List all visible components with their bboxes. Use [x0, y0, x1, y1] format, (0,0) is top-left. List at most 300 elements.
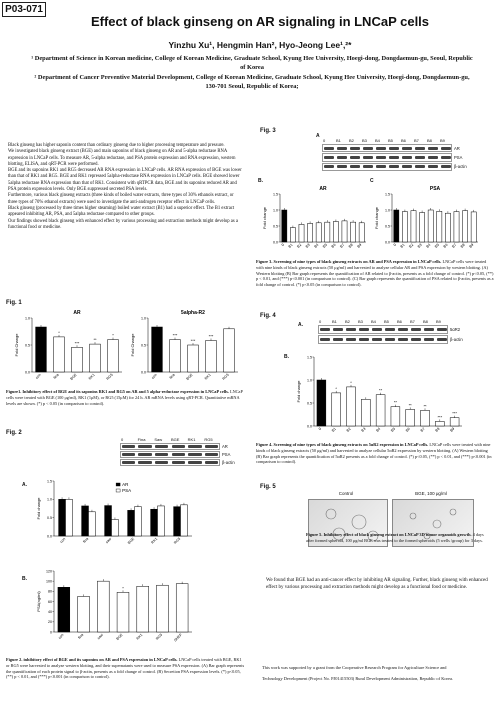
legend-label: AR [122, 482, 129, 487]
fig1-caption-title: Figure1. Inhibitory effect of BGE and its saponins RK1 and RG5 on AR and 5 alpha-reductase expression in LNCaP cells. [6, 389, 229, 394]
blot-band [385, 338, 395, 341]
x-tick-label: B1 [330, 426, 337, 433]
significance-mark: *** [74, 340, 80, 346]
blot-lane-label: Saw [154, 437, 163, 442]
y-axis-label: Fold Change [130, 333, 135, 357]
fig3-panel-b: B. [258, 178, 263, 184]
blot-band [424, 328, 434, 331]
y-tick-label: 1.5 [385, 192, 390, 197]
x-tick-label: 0 [317, 426, 323, 432]
bar [36, 327, 47, 372]
y-tick-label: 40 [48, 609, 52, 614]
y-tick-label: 120 [46, 569, 52, 574]
blot-band [411, 338, 421, 341]
y-tick-label: 0.5 [385, 224, 390, 229]
x-tick-label: B7 [451, 242, 458, 249]
y-tick-label: 0.5 [307, 401, 312, 406]
blot-band [415, 147, 425, 150]
y-axis-label: Fold change [374, 206, 379, 230]
x-tick-label: B8 [459, 242, 466, 249]
fig1-caption-body: LNCaP cells were treated with BGE (100 μg/ml), RK1 (1μM), or RG5 (15μM) for 24 h. AR mRNA levels using qRT-PCR. Quantitative mRNA levels are shown. (*) p < 0.05 (in comparison to control). [6, 389, 243, 406]
conclusion: We found that BGE had an anti-cancer effect by inhibiting AR signaling. Further, black ginseng with enhanced effect by various processing and extraction methods might develop as a functional food or medicine. [266, 578, 488, 590]
bar [406, 409, 415, 426]
blot-band [441, 147, 451, 150]
significance-mark: * [122, 585, 124, 591]
bar [359, 223, 364, 242]
x-tick-label: B5 [322, 242, 329, 249]
blot-band [402, 147, 412, 150]
x-tick-label: fina [77, 632, 85, 640]
poster-title: Effect of black ginseng on AR signaling in LNCaP cells [90, 14, 430, 29]
blot-band [346, 328, 356, 331]
x-tick-label: B2 [296, 242, 303, 249]
x-tick-label: 0 [280, 242, 286, 248]
acknowledgement-line: This work was supported by a grant from the Cooperative Research Program for Agriculture Science and [262, 665, 447, 670]
y-tick-label: 1.5 [273, 192, 278, 197]
fig3-caption-title: Figure 3. Screening of nine types of black ginseng extracts on AR and PSA expression in LNCaP cells. [256, 259, 442, 264]
blot-band [122, 461, 136, 464]
blot-band [398, 338, 408, 341]
blot-band [385, 328, 395, 331]
blot-band [376, 156, 386, 159]
fig4-caption-body: LNCaP cells were treated with nine kinds of black ginseng extracts (50 μg/ml) and harvested to analyze cellular 5αR2 expression by western blotting. (A) Western blotting (B) Bar graph represents the quantification of 5αR2 presents as a fold change of control. (*) p<0.05, (**) p < 0.01, and (***) p<0.001 (in comparison to control). [256, 442, 492, 465]
fig5-label: Fig. 5 [260, 484, 276, 490]
x-tick-label: B4 [375, 426, 382, 433]
bar [224, 329, 235, 372]
blot-band [324, 156, 334, 159]
bar [454, 212, 459, 242]
bar [174, 507, 181, 536]
blot-band [333, 328, 343, 331]
x-tick-label: RG5 [105, 372, 114, 381]
x-tick-label: B3 [304, 242, 311, 249]
y-tick-label: 1.5 [47, 479, 52, 484]
intro-paragraph: Black ginseng has higher saponin content than ordinary ginseng due to higher processing temperature and pressure. [8, 143, 225, 148]
fig4b-chart [296, 352, 466, 440]
blot-band [138, 453, 152, 456]
x-tick-label: RG5 [155, 632, 164, 641]
y-axis-label: Fold change [296, 380, 301, 403]
blot-lane-label: B9 [440, 138, 445, 143]
blot-lane-label: B2 [345, 319, 350, 324]
fig2-caption [6, 657, 246, 680]
x-tick-label: B9 [449, 426, 456, 433]
y-tick-label: 0.0 [141, 370, 146, 375]
x-tick-label: B3 [416, 242, 423, 249]
y-tick-label: 1.0 [25, 316, 30, 321]
fig2-caption-body: LNCaP cells treated with BGE, RK1 or RG5 were harvested to analyze western blotting, and their supernatants were used to measure PSA expression. (A) Bar graph represents the quantification of each protein signal to β-actin, presents as a fold change of control. (B) Secretion PSA expression levels. (*) p<0.05, (**) p < 0.01, and (***) p<0.001 (in comparison to control). [6, 657, 245, 680]
blot-band [324, 147, 334, 150]
fig2-blot [120, 437, 240, 467]
bar [181, 505, 188, 536]
bar [54, 337, 65, 372]
significance-mark: ** [393, 399, 397, 405]
blot-lane-label: 0 [323, 138, 326, 143]
blot-lane-label: B5 [388, 138, 393, 143]
blot-band [138, 461, 152, 464]
bar [137, 586, 149, 632]
x-tick-label: B2 [408, 242, 415, 249]
acknowledgement-line: Technology Development (Project No. PJ01415503) Rural Development Administration, Republic of Korea. [262, 676, 454, 681]
blot-lane-label: B3 [358, 319, 363, 324]
blot-lane-label: B2 [349, 138, 354, 143]
blot-band [389, 156, 399, 159]
significance-mark: *** [190, 338, 196, 343]
blot-band [437, 338, 447, 341]
x-tick-label: B9 [468, 242, 475, 249]
x-tick-label: RG5 [173, 536, 182, 545]
blot-band [424, 338, 434, 341]
blot-lane-label: B8 [423, 319, 428, 324]
bar [428, 210, 433, 242]
blot-band [155, 461, 169, 464]
fig3-panel-c: C [370, 178, 374, 184]
y-tick-label: 20 [48, 620, 52, 625]
y-tick-label: 1.0 [273, 208, 278, 213]
y-tick-label: 0.0 [385, 240, 390, 245]
x-tick-label: B7 [339, 242, 346, 249]
blot-row-label: AR [222, 444, 228, 449]
fig4-panel-a: A. [298, 322, 303, 328]
x-tick-label: RK1 [87, 372, 96, 381]
bar [90, 344, 101, 372]
blot-row-label: PSA [454, 155, 463, 160]
blot-band [437, 328, 447, 331]
blot-lane-label: B6 [401, 138, 406, 143]
blot-band [415, 165, 425, 168]
introduction [8, 143, 244, 231]
y-tick-label: 0 [50, 630, 52, 635]
fig2b-svg [36, 566, 196, 646]
blot-band [346, 338, 356, 341]
fig3-label: Fig. 3 [260, 128, 276, 134]
legend-swatch [116, 489, 120, 492]
fig3b-chart [262, 184, 370, 256]
blot-band [172, 461, 186, 464]
x-tick-label: saw [104, 536, 113, 545]
legend-swatch [116, 483, 120, 486]
chart-title: PSA [429, 186, 441, 192]
blot-row-label: PSA [222, 452, 231, 457]
affiliation-2: ² Department of Cancer Preventive Material Development, College of Korean Medicine, Graduate School, Kyung Hee University, Hoegi-dong, Dongdaemun-gu, 130-701 Seoul, Republic of Korea; [34, 74, 470, 90]
bar [128, 510, 135, 536]
blot-lane-label: B1 [336, 138, 341, 143]
blot-band [398, 328, 408, 331]
y-tick-label: 1.0 [47, 497, 52, 502]
intro-paragraph: BGE and its saponins RK1 and RG5 decreased AR RNA expression in LNCaP cells. AR RNA expression of BGE was lower than that of RK1 and RG5. BGE and RK1 repressed 5alpha-reductase RNA expression in LNCaP cells. BGE showed lower 5alpha reductase RNA expression than that of RK1. Consistent with qRTPCR data, BGE and its saponins reduced AR and PSA protein expression levels. Only BGE suppressed secreted PSA levels. [8, 168, 242, 193]
x-tick-label: B6 [404, 426, 411, 433]
y-tick-label: 1.0 [385, 208, 390, 213]
bar [435, 421, 444, 426]
x-tick-label: B5 [434, 242, 441, 249]
blot-band [428, 147, 438, 150]
blot-band [428, 156, 438, 159]
bar [351, 222, 356, 242]
blot-band [359, 328, 369, 331]
blot-band [402, 165, 412, 168]
bar [325, 222, 330, 242]
x-tick-label: con [34, 372, 42, 380]
bar [394, 210, 399, 242]
bar [332, 393, 341, 426]
affiliation-1: ¹ Department of Science in Korean medicine, College of Korean Medicine, Graduate School, Kyung Hee University, Hoegi-dong, Dongdaemun-gu, Seoul, Republic of Korea [31, 55, 473, 71]
intro-paragraph: Black ginseng (processed by three times higher steaming) boiled water extract (B1) had a superior effect. The B1 extract appeared inhibiting AR, PSA, and 5alpha reductase compared to other groups. [8, 205, 235, 218]
blot-band [350, 147, 360, 150]
blot-band [441, 165, 451, 168]
fig5-caption-title: Figure 5. Inhibitory effect of black ginseng extract on LNCaP 3D tumor organoids growth. [306, 532, 472, 537]
fig4-blot [318, 319, 468, 345]
significance-mark: * [335, 385, 337, 391]
fig5-caption [306, 532, 492, 544]
significance-mark: ** [379, 387, 383, 393]
bar [170, 340, 181, 372]
blot-band [172, 445, 186, 448]
bar [135, 507, 142, 536]
blot-row-label: β-actin [222, 460, 235, 465]
blot-band [320, 338, 330, 341]
blot-lane-label: B5 [384, 319, 389, 324]
bar [108, 340, 119, 372]
blot-band [350, 165, 360, 168]
x-tick-label: fina [52, 372, 60, 380]
bar [152, 327, 163, 372]
blot-band [372, 338, 382, 341]
blot-band [359, 338, 369, 341]
blot-band [205, 453, 219, 456]
blot-band [350, 156, 360, 159]
bar [299, 224, 304, 242]
blot-band [363, 147, 373, 150]
bar [376, 395, 385, 426]
y-tick-label: 0.5 [25, 343, 30, 348]
y-tick-label: 60 [48, 599, 52, 604]
x-tick-label: B8 [434, 426, 441, 433]
blot-lane-label: B1 [332, 319, 337, 324]
significance-mark: * [350, 379, 352, 385]
bar [117, 592, 129, 632]
y-tick-label: 0.0 [273, 240, 278, 245]
blot-lane-label: 0 [121, 437, 124, 442]
intro-paragraph: Our findings showed black ginseng with enhanced effect by various processing and extraction methods might develop as a functional food or medicine. [8, 218, 238, 230]
bar [463, 211, 468, 242]
blot-band [428, 165, 438, 168]
bar [471, 212, 476, 242]
bar [59, 499, 66, 536]
x-tick-label: BGE [185, 372, 194, 382]
bar [151, 509, 158, 536]
blot-band [389, 147, 399, 150]
y-axis-label: PSA(ng/ml) [36, 591, 41, 612]
y-tick-label: 0.5 [273, 224, 278, 229]
blot-row-label: β-actin [454, 164, 467, 170]
significance-mark: *** [437, 414, 443, 420]
bar [72, 347, 83, 372]
y-axis-label: Fold change [36, 497, 41, 520]
fig2-label: Fig. 2 [6, 430, 22, 436]
blot-row-label: AR [454, 145, 460, 151]
blot-lane-label: Fina [137, 437, 146, 442]
blot-band [188, 461, 202, 464]
fig4-caption [256, 442, 494, 465]
fig5-control-label: Control [338, 491, 354, 496]
blot-band [138, 445, 152, 448]
fig2a-svg [36, 476, 196, 550]
x-tick-label: B6 [442, 242, 449, 249]
significance-mark: ** [408, 402, 412, 408]
blot-band [333, 338, 343, 341]
blot-band [415, 156, 425, 159]
fig3c-chart [374, 184, 482, 256]
x-tick-label: B4 [313, 242, 320, 249]
significance-mark: *** [172, 332, 178, 338]
blot-lane-label: B6 [397, 319, 402, 324]
x-tick-label: B6 [330, 242, 337, 249]
x-tick-label: BGE [69, 372, 78, 382]
bar [157, 585, 169, 632]
x-tick-label: BGE [115, 632, 124, 642]
blot-lane-label: B4 [375, 138, 380, 143]
bar [282, 210, 287, 242]
bar [97, 581, 109, 632]
blot-band [188, 445, 202, 448]
y-axis-label: Fold change [262, 206, 267, 230]
fig3-caption [256, 259, 494, 288]
bar [317, 380, 326, 426]
x-tick-label: B3 [360, 426, 367, 433]
bar [78, 596, 90, 632]
x-tick-label: SHEF [173, 632, 183, 643]
bar [347, 387, 356, 426]
bar [450, 418, 459, 426]
significance-mark: * [58, 329, 60, 335]
blot-band [188, 453, 202, 456]
x-tick-label: 0 [392, 242, 398, 248]
significance-mark: ** [423, 403, 427, 409]
fig1-caption [6, 389, 244, 406]
x-tick-label: B7 [419, 426, 426, 433]
blot-band [389, 165, 399, 168]
legend-label: PSA [122, 488, 132, 493]
fig2b-chart [36, 566, 196, 646]
blot-band [324, 165, 334, 168]
y-tick-label: 0.0 [47, 534, 52, 539]
blot-band [205, 445, 219, 448]
blot-lane-label: 0 [319, 319, 322, 324]
x-tick-label: B1 [399, 242, 406, 249]
bar [308, 223, 313, 242]
chart-title: AR [319, 186, 327, 192]
bar [206, 341, 217, 373]
blot-band [155, 453, 169, 456]
significance-mark: *** [208, 333, 214, 339]
fig3-panel-a: A [316, 133, 320, 139]
significance-mark: ** [93, 337, 97, 343]
poster-id: P03-071 [2, 2, 46, 17]
x-tick-label: B8 [347, 242, 354, 249]
blot-lane-label: B4 [371, 319, 376, 324]
fig5-caption-body: 4 days after formed spheroid, 100 μg/ml BGE was treated to the formed spheroids (5 wells /group) for 3 days. [306, 532, 484, 543]
bar [402, 212, 407, 242]
x-tick-label: con [57, 632, 65, 640]
x-tick-label: RG5 [221, 372, 230, 381]
y-tick-label: 0.5 [141, 343, 146, 348]
bar [89, 512, 96, 536]
authors: Yinzhu Xu¹, Hengmin Han², Hyo-Jeong Lee¹,²* [168, 40, 352, 50]
blot-band [172, 453, 186, 456]
x-tick-label: fina [168, 372, 176, 380]
fig5-bge-label: BGE, 100 μg/ml [415, 491, 447, 496]
fig1-5ar-svg [130, 308, 242, 386]
bar [188, 345, 199, 372]
fig4-label: Fig. 4 [260, 313, 276, 319]
fig1-ar-chart [14, 308, 126, 386]
intro-paragraph: We investigated black ginseng extract (BGE) and main saponins of black ginseng on AR and 5-alpha reductase RNA expression in LNCaP cells. To measure AR, 5-alpha reductase, and PSA protein expression and RNA expression, western blotting, ELISA, and qRT-PCR were performed. [8, 149, 236, 167]
x-tick-label: con [150, 372, 158, 380]
y-tick-label: 100 [46, 579, 52, 584]
bar [333, 222, 338, 242]
fig4b-svg [296, 352, 466, 440]
x-tick-label: B2 [345, 426, 352, 433]
x-tick-label: RK1 [135, 632, 144, 641]
fig2a-chart [36, 476, 196, 550]
blot-band [337, 147, 347, 150]
fig2-panel-b: B. [22, 576, 27, 582]
x-tick-label: B9 [356, 242, 363, 249]
blot-band [320, 328, 330, 331]
blot-band [337, 165, 347, 168]
x-tick-label: B4 [425, 242, 432, 249]
significance-mark: * [112, 332, 114, 338]
blot-band [122, 453, 136, 456]
blot-band [122, 445, 136, 448]
chart-title: AR [73, 310, 81, 316]
x-tick-label: RK1 [203, 372, 212, 381]
bar [66, 499, 73, 536]
fig1-ar-svg [14, 308, 126, 386]
bar [112, 520, 119, 537]
bar [342, 221, 347, 242]
blot-lane-label: RK1 [187, 437, 196, 442]
bar [361, 399, 370, 426]
bar [391, 407, 400, 426]
acknowledgement [262, 664, 496, 682]
bar [158, 506, 165, 536]
bar [421, 410, 430, 426]
x-tick-label: RK1 [150, 536, 159, 545]
bar [82, 506, 89, 536]
bar [105, 506, 112, 536]
blot-lane-label: B7 [410, 319, 415, 324]
x-tick-label: BGE [127, 536, 136, 546]
y-tick-label: 1.0 [141, 316, 146, 321]
fig4-caption-title: Figure 4. Screening of nine types of black ginseng extracts on 5αR2 expression in LNCaP cells. [256, 442, 429, 447]
blot-band [376, 165, 386, 168]
blot-band [402, 156, 412, 159]
intro-paragraph: Furthermore, various black ginseng extracts (three kinds of boiled water extracts, three types of 30% ethanols extract, or three types of 70% ethanol extracts) were used to investigate the anti-androgen receptor effect in LNCaP cells. [8, 193, 234, 205]
y-tick-label: 0.0 [25, 370, 30, 375]
blot-band [376, 147, 386, 150]
y-tick-label: 0.5 [47, 515, 52, 520]
blot-band [363, 165, 373, 168]
bar [437, 211, 442, 242]
x-tick-label: saw [96, 632, 104, 641]
fig3b-svg [262, 184, 370, 256]
x-tick-label: B1 [287, 242, 294, 249]
blot-lane-label: RG5 [204, 437, 213, 442]
bar [290, 228, 295, 242]
blot-lane-label: B9 [436, 319, 441, 324]
x-tick-label: fina [82, 536, 90, 544]
